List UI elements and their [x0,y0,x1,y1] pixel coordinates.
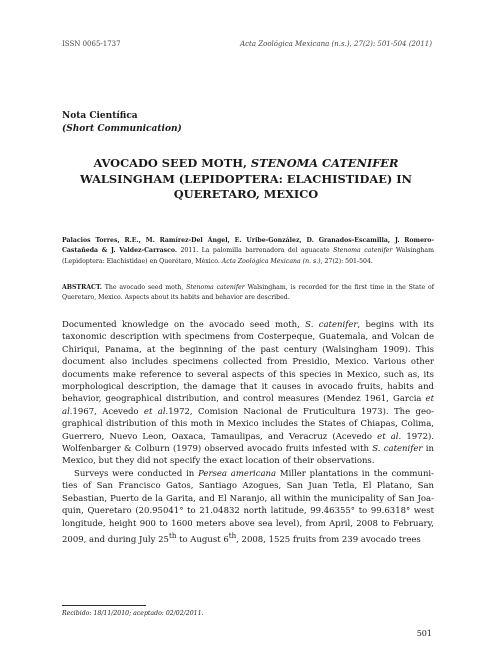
footnote-rule [62,605,146,606]
body-text-span: de Chiriqui, Panama, at the beginning of the past century (Walsingham 1909). This [62,332,434,355]
title-line-1 [62,156,430,172]
body-text-span: , begins with its [357,320,434,330]
journal-header: Acta Zoológica Mexicana (n.s.), 27(2): 501-504 (2011) [240,40,432,48]
body-text-span: 2009, and during July 25 [62,534,169,545]
citation-title-b: Walsingham (Lepidoptera: Elachistidae) en Querétaro, México. [62,247,434,265]
body-text-span: Guerrero, Nuevo Leon, Oaxaca, Tamaulipas, and Veracruz (Acevedo [62,431,378,442]
body-text-span: , 2008, 1525 fruits from 239 avocado trees [236,534,421,545]
citation-species-epithet: catenifer [364,247,393,255]
body-species: Persea americana [198,468,277,479]
body-text-span: behavior, geographical distribution, and control measures (Mendez 1961, Garcia [62,394,426,405]
body-text-span: Surveys were conducted in [74,468,199,479]
body-text-span: taxonomic description with specimens from Costerpeque, Guatemala, and Volcan [62,332,420,343]
body-italic: et al. [143,406,169,417]
body-text-span: quin, Queretaro (20.95041° to 21.04832 north latitude, 99.46355° to 99.6318° west [62,506,434,517]
paper-title [62,156,430,203]
abstract-species: Stenoma catenifer [186,284,245,291]
abstract-text-b: Walsingham, is recorded for the first time in [244,284,393,291]
title-species: STENOMA CATENIFER [250,156,399,170]
abstract-label: ABSTRACT. [62,284,102,291]
body-text-span: to August 6 [176,534,229,545]
body-species: S. catenifer [372,444,423,455]
abstract-text-a: The avocado seed moth, [101,284,187,291]
body-text-span: Mexico, but they did not specify the exact location of their observations. [62,456,375,467]
body-text [62,319,434,546]
body-text-span: document also includes specimens collected from Presidio, Mexico. Various other [62,357,434,368]
citation [62,236,434,267]
body-italic: et [425,394,434,405]
body-text-span: 1967, Acevedo [72,406,144,417]
abstract-text-l2: the State of Queretaro, Mexico. Aspects about its habits and behavior are described. [62,284,434,302]
citation-authors-1: Palacios Torres, R.E., M. Ramírez-Del Ángel, E. Uribe-González, D. Granados-Escamilla, J. [62,237,400,244]
body-text-span: graphical distribution of this moth in Mexico includes the States of Chiapas, Colima, [62,419,434,430]
note-type: Nota Científica [62,111,138,121]
title-line-3: QUERETARO, MEXICO [173,187,319,201]
citation-title-a: 2011. La palomilla barrenadora del aguacate [177,247,334,255]
body-species: S. catenifer [305,320,358,330]
superscript: th [168,530,177,540]
citation-authors-2: Romero-Castañeda & J. Valdez-Carrasco. [62,237,434,255]
body-text-span: morphological description, the damage that it causes in avocado fruits, habits and [62,382,434,393]
citation-species-genus: Stenoma [333,247,361,255]
title-text-a: AVOCADO SEED MOTH, [93,156,251,170]
citation-ns: (n. s.) [302,257,321,265]
issn-header: ISSN 0065-1737 [62,40,121,48]
footnote-dates: Recibido: 18/11/2010; aceptado: 02/02/2011. [62,610,204,617]
note-subtype: (Short Communication) [62,124,182,134]
paragraph-1 [62,319,434,468]
superscript: th [228,530,237,540]
body-italic: et al. [377,431,402,442]
paragraph-2 [62,468,434,546]
body-italic: al. [62,406,73,417]
body-text-span: ties of San Francisco Gatos, Santiago Azogues, San Juan Tetla, El Platano, San [62,481,434,492]
citation-volume: , 27(2): 501-504. [320,257,373,265]
body-text-span: documents make reference to several aspects of this species in Mexico, such as, its [62,369,434,380]
body-text-span: Wolfenbarger & Colburn (1979) observed avocado fruits infested with [62,444,373,455]
body-text-span: Miller plantations in the communi- [276,468,435,479]
body-text-span: 1972). [401,431,435,442]
abstract [62,283,434,304]
citation-journal: Acta Zoológica Mexicana [221,257,301,265]
title-line-2: WALSINGHAM (LEPIDOPTERA: ELACHISTIDAE) IN [80,171,412,186]
body-text-span: Documented knowledge on the avocado seed moth, [62,320,306,330]
body-text-span: Sebastian, Puerto de la Garita, and El Naranjo, all within the municipality of San Joa- [62,493,434,504]
page-number: 501 [416,629,432,638]
body-text-span: 1972, Comision Nacional de Fruticultura 1973). The geo- [168,406,435,417]
body-text-span: longitude, height 900 to 1600 meters above sea level), from April, 2008 to February, [62,518,434,529]
body-text-span: in [422,444,434,455]
